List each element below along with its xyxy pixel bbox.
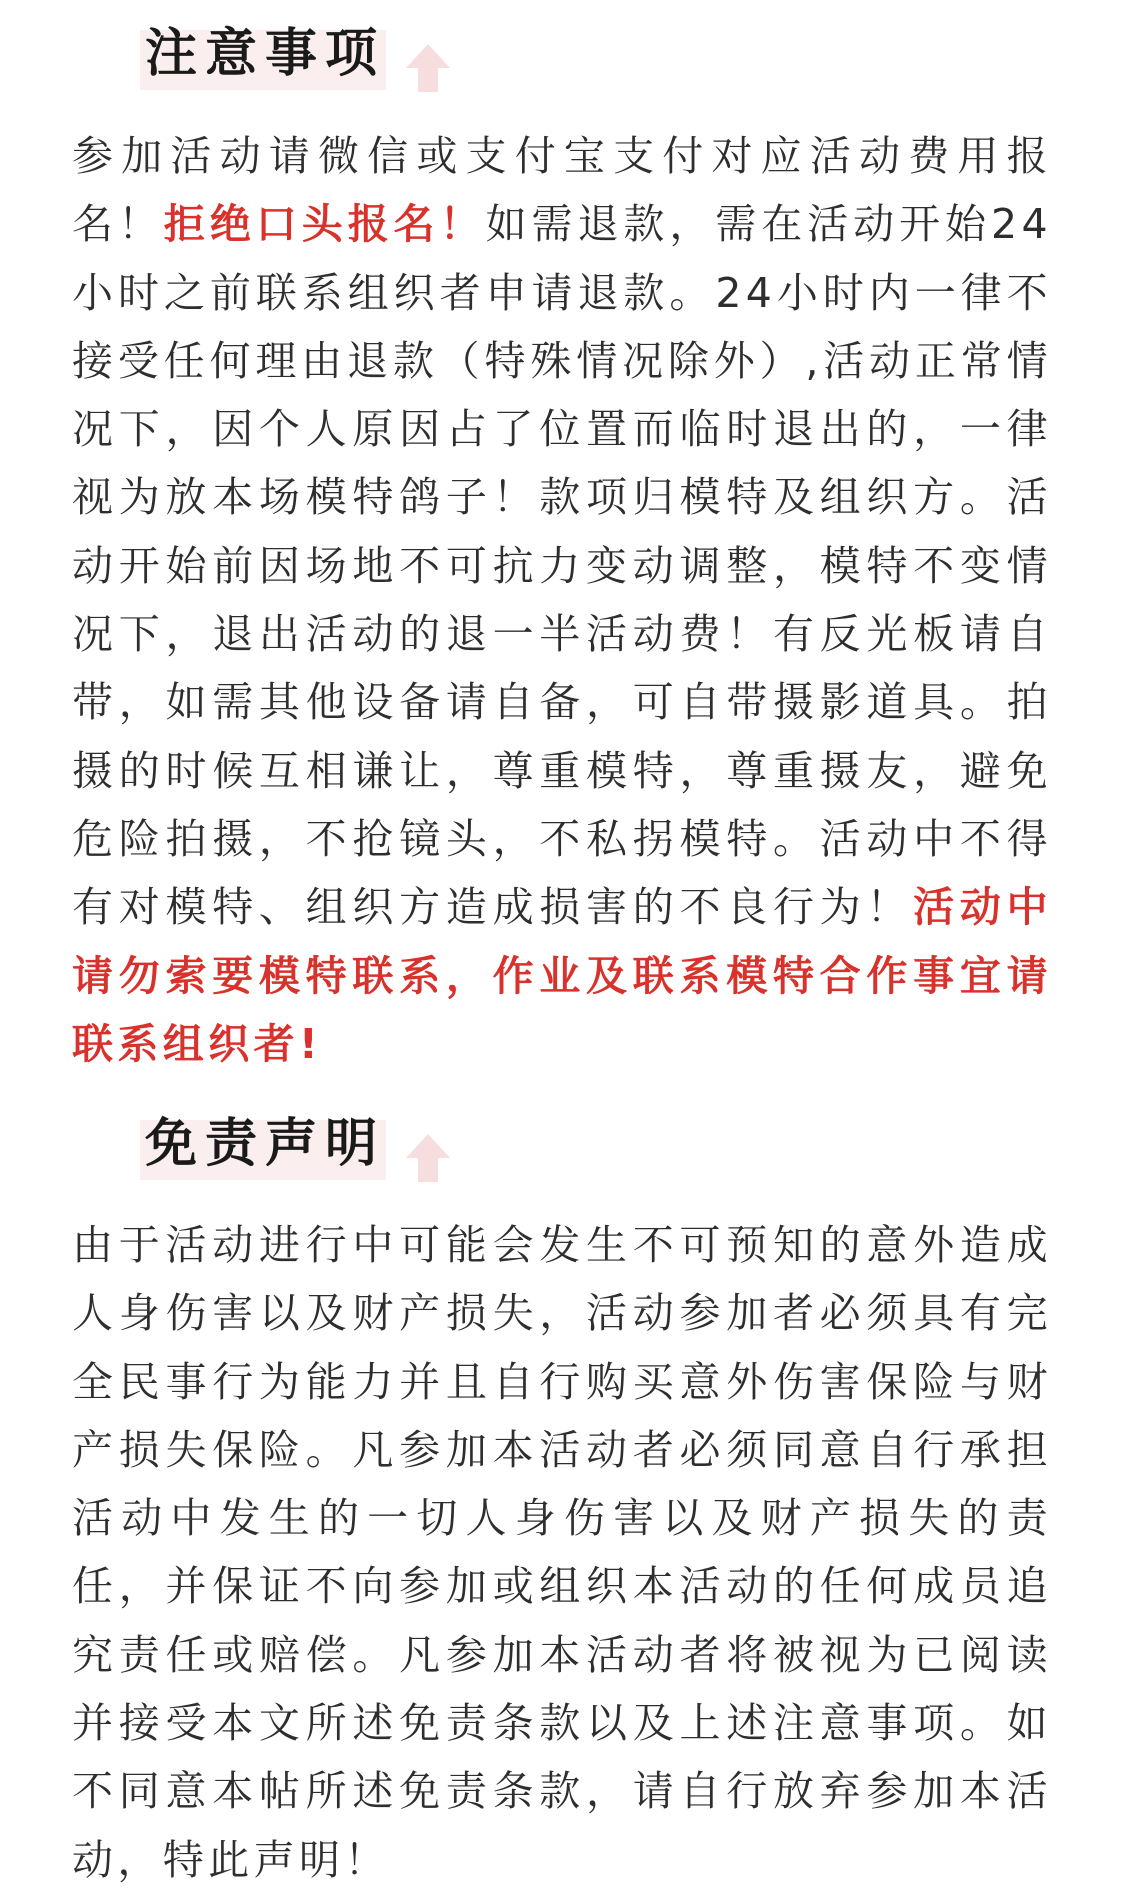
- disclaimer-section: [0, 1090, 1125, 1884]
- disclaimer-body: 由于活动进行中可能会发生不可预知的意外造成人身伤害以及财产损失，活动参加者必须具有完全民事行为能力并且自行购买意外伤害保险与财产损失保险。凡参加本活动者必须同意自行承担活动中发生的一切人身伤害以及财产损失的责任，并保证不向参加或组织本活动的任何成员追究责任或赔偿。凡参加本活动者将被视为已阅读并接受本文所述免责条款以及上述注意事项。如不同意本帖所述免责条款，请自行放弃参加本活动，特此声明！: [72, 1221, 1052, 1884]
- notes-text-2: 如需退款，需在活动开始24小时之前联系组织者申请退款。24小时内一律不接受任何理由退款（特殊情况除外）,活动正常情况下，因个人原因占了位置而临时退出的，一律视为放本场模特鸽子！款项归模特及组织方。活动开始前因场地不可抗力变动调整，模特不变情况下，退出活动的退一半活动费！有反光板请自带，如需其他设备请自备，可自带摄影道具。拍摄的时候互相谦让，尊重模特，尊重摄友，避免危险拍摄，不抢镜头，不私拐模特。活动中不得有对模特、组织方造成损害的不良行为！: [72, 200, 1052, 932]
- arrow-up-icon: [404, 1132, 452, 1184]
- arrow-up-icon: [404, 42, 452, 94]
- disclaimer-heading: [0, 1090, 1125, 1190]
- notes-highlight-2: 活动中请勿索要模特联系，作业及联系模特合作事宜请联系组织者!: [72, 883, 1052, 1068]
- notes-body: [72, 122, 1052, 1078]
- disclaimer-title: 免责声明: [145, 1114, 386, 1174]
- notes-heading: [0, 0, 1125, 100]
- notes-text-1: 参加活动请微信或支付宝支付对应活动费用报名！: [72, 132, 1052, 249]
- notes-title: 注意事项: [145, 24, 386, 84]
- notes-highlight-1: 拒绝口头报名！: [163, 200, 486, 249]
